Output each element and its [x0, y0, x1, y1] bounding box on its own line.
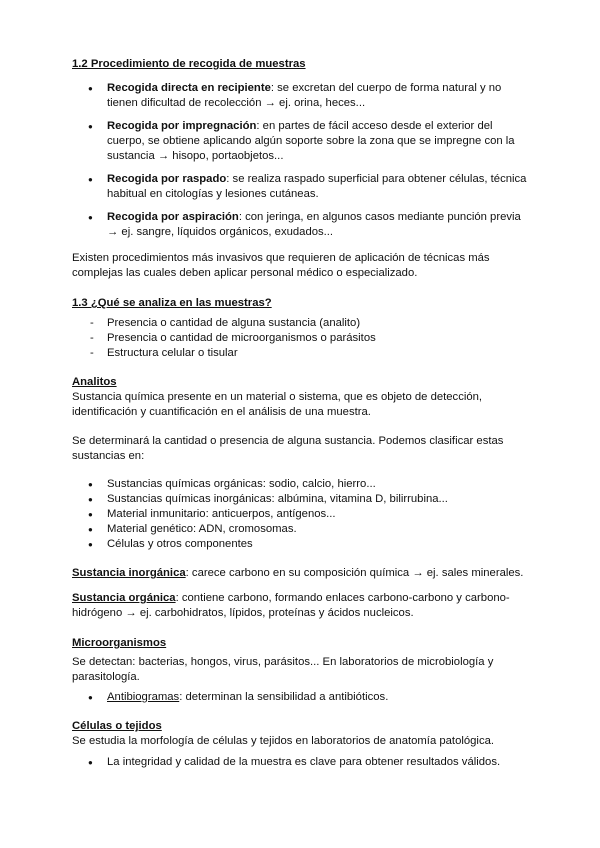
item-term: Recogida por raspado — [107, 173, 227, 185]
list-item: ● La integridad y calidad de la muestra es clave para obtener resultados válidos. — [107, 755, 532, 770]
microorganismos-heading: Microorganismos — [72, 637, 167, 649]
list-item: ● Material genético: ADN, cromosomas. — [107, 522, 532, 537]
list-item — [107, 81, 532, 111]
organica-term: Sustancia orgánica — [72, 592, 176, 604]
list-item — [107, 210, 532, 240]
paragraph: Existen procedimientos más invasivos que requieren de aplicación de técnicas más complejas las cuales deben aplicar personal médico o especializado. — [72, 252, 490, 279]
inorganica-text: : carece carbono en su composición química → ej. sales minerales. — [185, 567, 524, 579]
item-term: Antibiogramas — [107, 691, 180, 703]
list-item — [107, 690, 532, 705]
dash-item: - Presencia o cantidad de alguna sustancia (analito) — [107, 316, 532, 331]
list-item: ● Sustancias químicas inorgánicas: albúmina, vitamina D, bilirrubina... — [107, 492, 532, 507]
inorganica-definition — [72, 566, 532, 581]
organica-definition — [72, 591, 532, 621]
dash-item: - Estructura celular o tisular — [107, 346, 532, 361]
item-text: : determinan la sensibilidad a antibióticos. — [179, 691, 389, 703]
item-text: : en partes de fácil acceso desde el exterior del cuerpo, se obtiene aplicando algún soporte sobre la zona que se impregne con la sustancia → hisopo, portaobjetos... — [107, 120, 515, 162]
microorganismos-paragraph: Se detectan: bacterias, hongos, virus, parásitos... En laboratorios de microbiología y parasitología. — [72, 656, 494, 683]
item-term: Recogida directa en recipiente — [107, 82, 271, 94]
item-text: : se excretan del cuerpo de forma natural y no tienen dificultad de recolección → ej. orina, heces... — [107, 82, 502, 109]
list-item: ● Material inmunitario: anticuerpos, antígenos... — [107, 507, 532, 522]
inorganica-term: Sustancia inorgánica — [72, 567, 186, 579]
celulas-paragraph: Se estudia la morfología de células y tejidos en laboratorios de anatomía patológica. — [72, 735, 495, 747]
section-1-2-title: 1.2 Procedimiento de recogida de muestras — [72, 58, 306, 70]
section-1-3-title: 1.3 ¿Qué se analiza en las muestras? — [72, 297, 272, 309]
list-item — [107, 172, 532, 202]
organica-text: : contiene carbono, formando enlaces carbono-carbono y carbono-hidrógeno → ej. carbohidratos, lípidos, proteínas y ácidos nucleicos. — [72, 592, 510, 619]
analitos-definition: Sustancia química presente en un material o sistema, que es objeto de detección, identificación y cuantificación en el análisis de una muestra. — [72, 391, 483, 418]
analitos-paragraph: Se determinará la cantidad o presencia de alguna sustancia. Podemos clasificar estas sustancias en: — [72, 435, 504, 462]
analitos-heading: Analitos — [72, 376, 117, 388]
dash-item: - Presencia o cantidad de microorganismos o parásitos — [107, 331, 532, 346]
item-text: : se realiza raspado superficial para obtener células, técnica habitual en citologías y lesiones cutáneas. — [107, 173, 527, 200]
list-item: ● Sustancias químicas orgánicas: sodio, calcio, hierro... — [107, 477, 532, 492]
list-item — [107, 119, 532, 164]
item-term: Recogida por aspiración — [107, 211, 239, 223]
celulas-heading: Células o tejidos — [72, 720, 162, 732]
item-term: Recogida por impregnación — [107, 120, 257, 132]
list-item: ● Células y otros componentes — [107, 537, 532, 552]
item-text: : con jeringa, en algunos casos mediante punción previa → ej. sangre, líquidos orgánicos, exudados... — [107, 211, 521, 238]
